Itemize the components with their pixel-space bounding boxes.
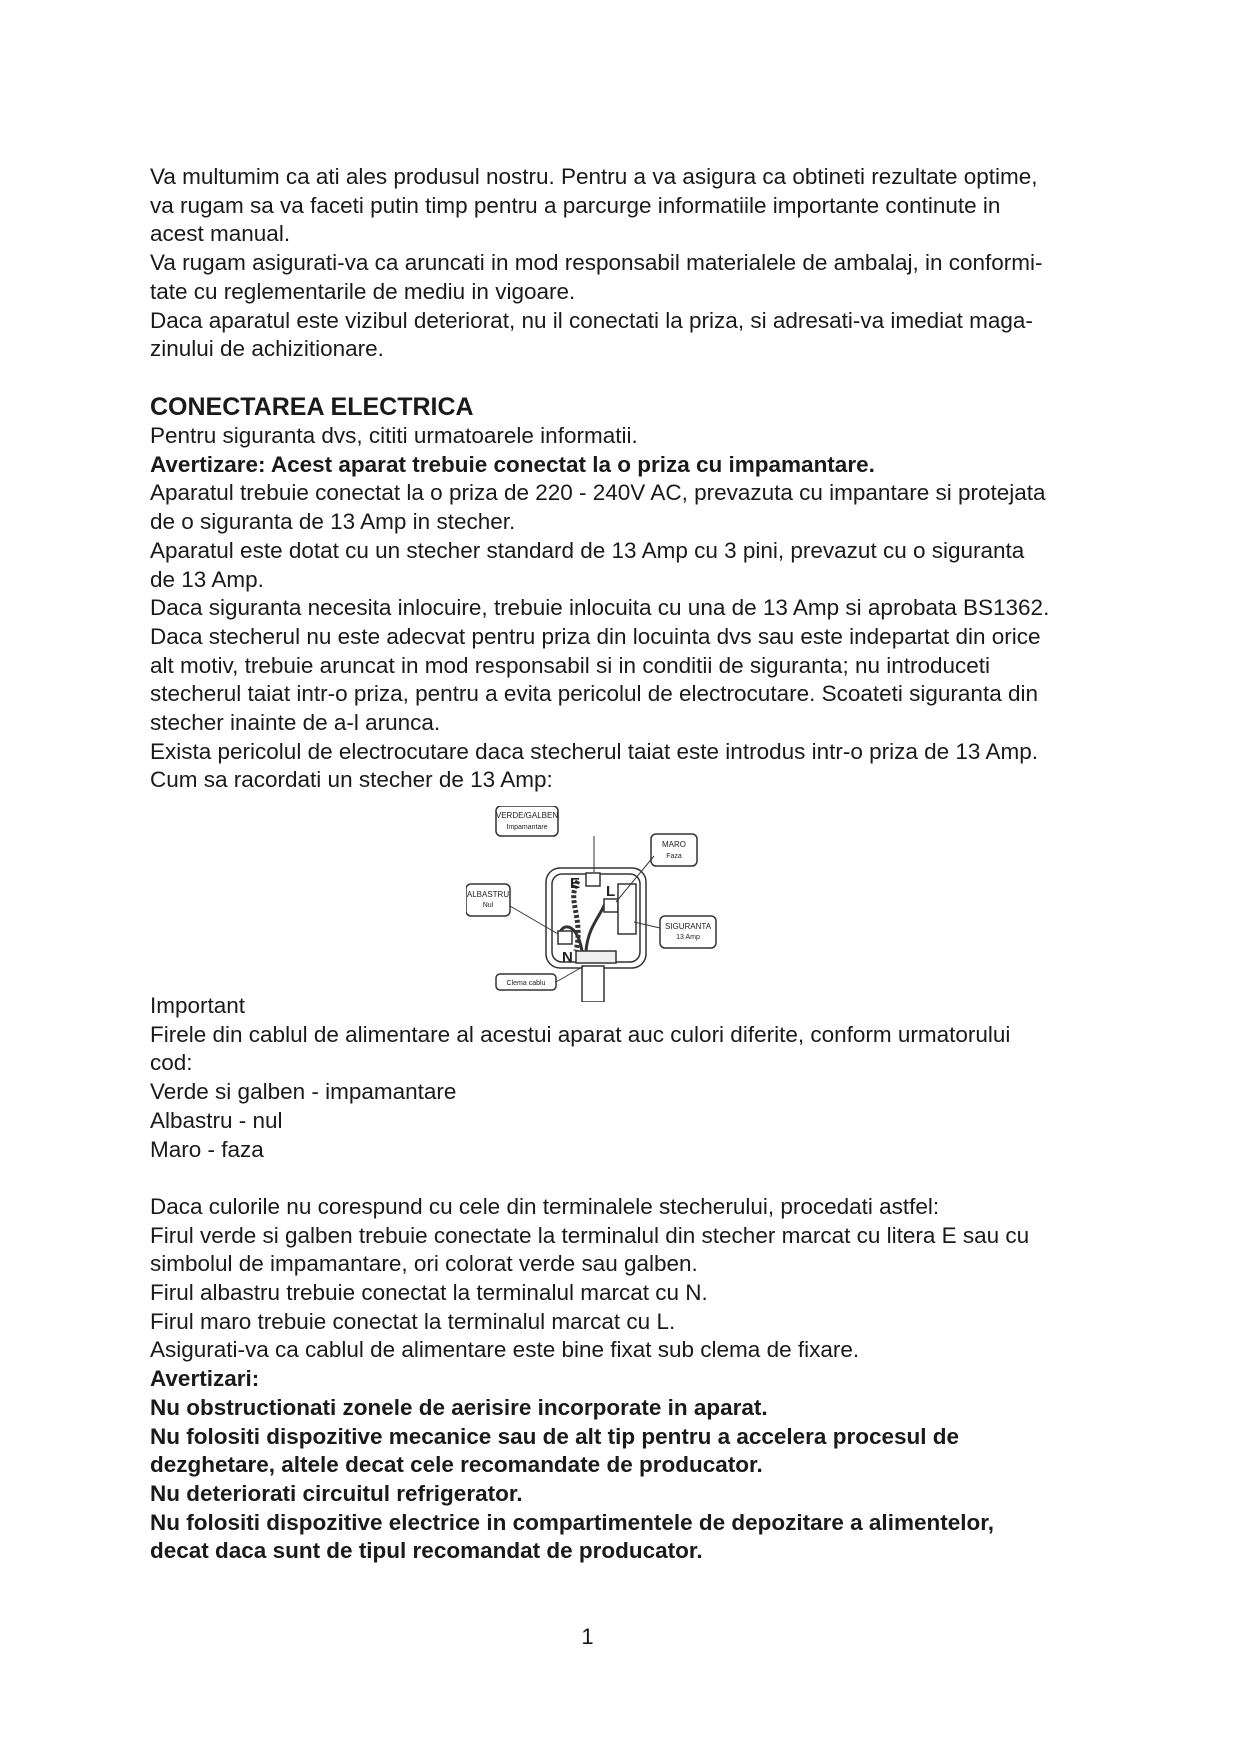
electrical-section: [150, 392, 1150, 795]
earth-label: VERDE/GALBEN: [495, 811, 559, 820]
text-line: Firele din cablul de alimentare al acestui aparat auc culori diferite, conform urmatorului: [150, 1021, 1011, 1047]
text-line: acest manual.: [150, 221, 291, 247]
text-line: Nu folositi dispozitive mecanice sau de alt tip pentru a accelera procesul de: [150, 1423, 959, 1449]
live-wire: [586, 901, 606, 951]
text-line: Daca culorile nu corespund cu cele din terminalele stecherului, procedati astfel:: [150, 1193, 940, 1219]
text-line: Pentru siguranta dvs, cititi urmatoarele informatii.: [150, 423, 638, 448]
text-line: decat daca sunt de tipul recomandat de producator.: [150, 1538, 703, 1564]
text-line: Daca siguranta necesita inlocuire, trebuie inlocuita cu una de 13 Amp si aprobata BS1362.: [150, 595, 1050, 621]
text-line: Maro - faza: [150, 1136, 264, 1162]
text-line: Va multumim ca ati ales produsul nostru. Pentru a va asigura ca obtineti rezultate optime,: [150, 164, 1038, 189]
text-line: Firul albastru trebuie conectat la terminalul marcat cu N.: [150, 1280, 708, 1306]
text-line: va rugam sa va faceti putin timp pentru a parcurge informatiile importante continute in: [150, 192, 1001, 218]
text-line: Cum sa racordati un stecher de 13 Amp:: [150, 767, 553, 793]
text-line: Aparatul este dotat cu un stecher standard de 13 Amp cu 3 pini, prevazut cu o siguranta: [150, 537, 1025, 563]
plug-wiring-diagram: [466, 806, 722, 1002]
text-line: cod:: [150, 1050, 193, 1076]
neutral-terminal: [558, 931, 572, 944]
neutral-label: ALBASTRU: [466, 890, 510, 899]
text-line: Exista pericolul de electrocutare daca stecherul taiat este introdus intr-o priza de 13 Amp.: [150, 738, 1038, 764]
text-line: Important: [150, 993, 246, 1018]
text-line: Nu deteriorati circuitul refrigerator.: [150, 1480, 523, 1506]
letter-l: L: [606, 883, 616, 900]
cable-clamp: [576, 951, 616, 963]
section-body: [150, 422, 1150, 795]
text-line: alt motiv, trebuie aruncat in mod responsabil si in conditii de siguranta; nu introduceti: [150, 652, 991, 678]
text-line: Nu obstructionati zonele de aerisire incorporate in aparat.: [150, 1394, 768, 1420]
fuse-label: SIGURANTA: [664, 922, 712, 931]
text-line: Avertizare: Acest aparat trebuie conectat la o priza cu impamantare.: [150, 451, 875, 477]
text-line: Asigurati-va ca cablul de alimentare este bine fixat sub clema de fixare.: [150, 1337, 860, 1363]
text-line: Daca stecherul nu este adecvat pentru priza din locuinta dvs sau este indepartat din orice: [150, 623, 1041, 649]
text-line: Albastru - nul: [150, 1107, 283, 1133]
text-line: Verde si galben - impamantare: [150, 1079, 457, 1105]
text-line: tate cu reglementarile de mediu in vigoare.: [150, 278, 576, 304]
text-line: Firul verde si galben trebuie conectate la terminalul din stecher marcat cu litera E sau cu: [150, 1222, 1030, 1248]
letter-e: E: [570, 875, 581, 892]
live-terminal: [604, 899, 618, 912]
text-line: stecherul taiat intr-o priza, pentru a evita pericolul de electrocutare. Scoateti siguranta din: [150, 681, 1038, 707]
text-line: Aparatul trebuie conectat la o priza de 220 - 240V AC, prevazuta cu impantare si protejata: [150, 480, 1046, 506]
live-label: MARO: [662, 840, 686, 849]
earth-sublabel: Impamantare: [506, 824, 548, 831]
text-line: Firul maro trebuie conectat la terminalul marcat cu L.: [150, 1308, 676, 1334]
intro-paragraph: [150, 163, 1150, 364]
earth-terminal: [586, 873, 600, 886]
page-number: 1: [581, 1624, 594, 1649]
text-line: Daca aparatul este vizibul deteriorat, nu il conectati la priza, si adresati-va imediat maga-: [150, 307, 1033, 333]
section-heading: CONECTAREA ELECTRICA: [150, 393, 474, 421]
text-line: Nu folositi dispozitive electrice in compartimentele de depozitare a alimentelor,: [150, 1509, 994, 1535]
letter-n: N: [562, 949, 573, 966]
text-line: de 13 Amp.: [150, 566, 264, 592]
fuse-sublabel: 13 Amp: [676, 934, 700, 941]
text-line: stecher inainte de a-l arunca.: [150, 710, 441, 736]
text-line: simbolul de impamantare, ori colorat verde sau galben.: [150, 1251, 698, 1277]
live-sublabel: Faza: [666, 853, 682, 860]
text-line: zinului de achizitionare.: [150, 336, 384, 362]
important-section: [150, 992, 1150, 1566]
text-line: Va rugam asigurati-va ca aruncati in mod responsabil materialele de ambalaj, in conformi-: [150, 250, 1043, 276]
clamp-label: Clema cablu: [506, 980, 546, 987]
neutral-sublabel: Nul: [482, 902, 494, 909]
text-line: Avertizari:: [150, 1366, 260, 1392]
text-line: dezghetare, altele decat cele recomandate de producator.: [150, 1452, 763, 1478]
text-line: de o siguranta de 13 Amp in stecher.: [150, 509, 516, 535]
fuse: [618, 884, 636, 934]
